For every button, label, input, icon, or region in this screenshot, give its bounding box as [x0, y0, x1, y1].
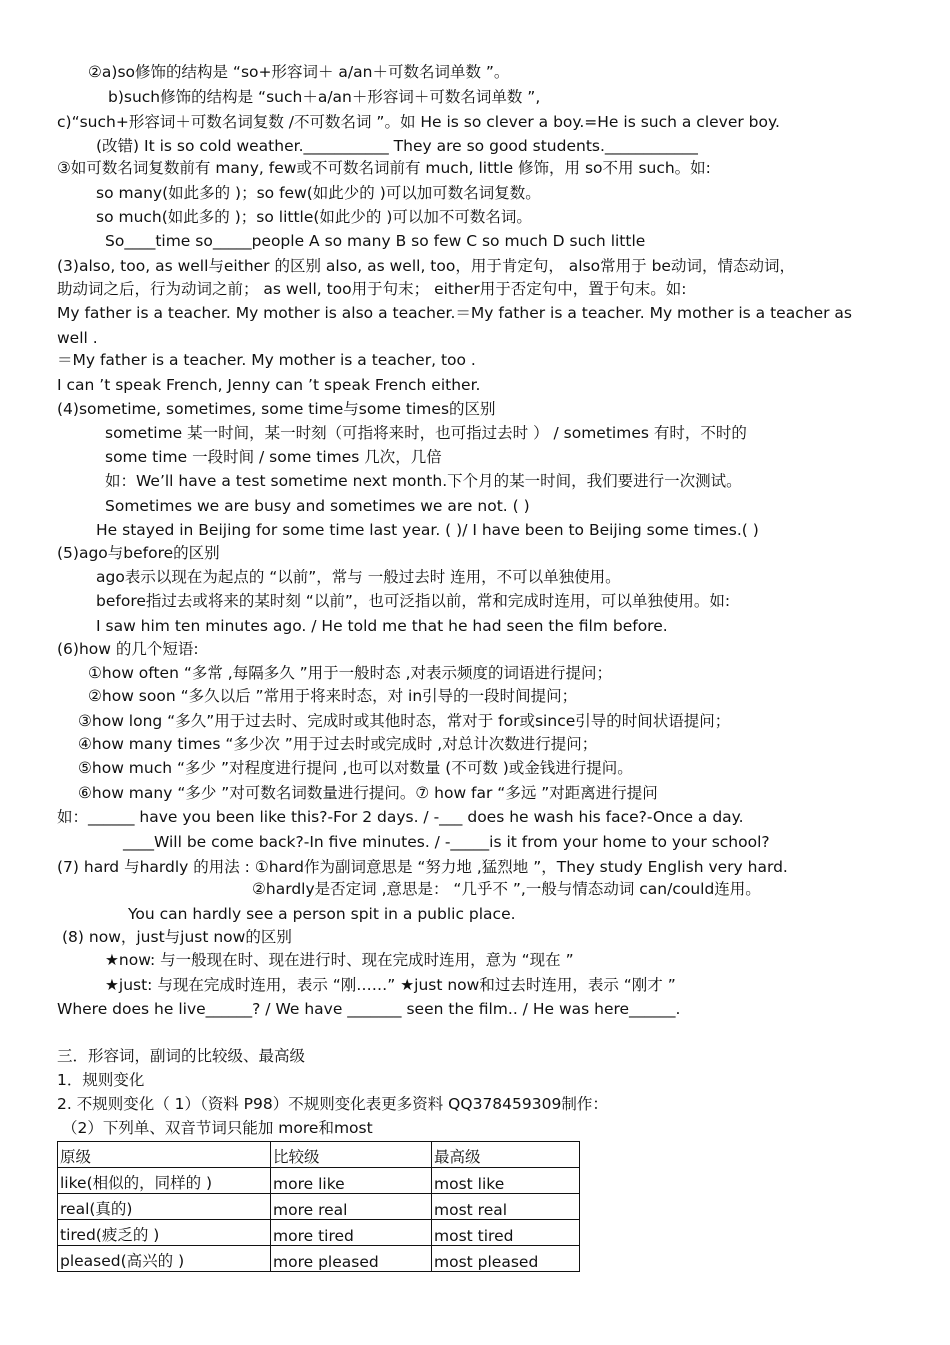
section-heading: (8) now，just与just now的区别	[62, 928, 292, 946]
text-line: well .	[57, 329, 98, 347]
chapter-heading: 三．形容词，副词的比较级、最高级	[57, 1047, 306, 1065]
table-cell: most pleased	[432, 1246, 580, 1272]
text-line: so many(如此多的 )；so few(如此少的 )可以加可数名词复数。	[96, 184, 541, 202]
table-cell: like(相似的，同样的 )	[58, 1168, 271, 1194]
table-row	[58, 1194, 580, 1220]
text-line: ★just: 与现在完成时连用，表示 “刚……” ★just now和过去时连用，表示 “刚才 ”	[105, 976, 676, 994]
text-line: so much(如此多的 )；so little(如此少的 )可以加不可数名词。	[96, 208, 532, 226]
table-cell: real(真的)	[58, 1194, 271, 1220]
text-line: ④how many times “多少次 ”用于过去时或完成时 ,对总计次数进行提问；	[78, 735, 598, 753]
text-line: c)“such+形容词＋可数名词复数 /不可数名词 ”。如 He is so clever a boy.=He is such a clever boy.	[57, 113, 780, 131]
text-line: So____time so_____people A so many B so few C so much D such little	[105, 232, 646, 250]
text-line: 助动词之后，行为动词之前； as well, too用于句末； either用于否定句中，置于句末。如:	[57, 280, 687, 298]
table-header-row	[58, 1142, 580, 1168]
text-line: You can hardly see a person spit in a public place.	[128, 905, 516, 923]
text-line: before指过去或将来的某时刻 “以前”，也可泛指以前，常和完成时连用，可以单独使用。如:	[96, 592, 731, 610]
text-line: ②hardly是否定词 ,意思是： “几乎不 ”,一般与情态动词 can/could连用。	[252, 880, 761, 898]
text-line: 如：______ have you been like this?-For 2 days. / -___ does he wash his face?-Once a day.	[57, 808, 744, 826]
text-line: My father is a teacher. My mother is also a teacher.＝My father is a teacher. My mother is a teacher as	[57, 304, 852, 322]
table-header-cell: 比较级	[271, 1142, 432, 1168]
section-heading: (5)ago与before的区别	[57, 544, 220, 562]
text-line: (改错) It is so cold weather.___________ They are so good students.____________	[96, 137, 698, 155]
table-cell: tired(疲乏的 )	[58, 1220, 271, 1246]
text-line: （2）下列单、双音节词只能加 more和most	[62, 1119, 373, 1137]
text-line: Where does he live______? / We have _______ seen the film.. / He was here______.	[57, 1000, 681, 1018]
text-line: ②how soon “多久以后 ”常用于将来时态，对 in引导的一段时间提问；	[88, 687, 578, 705]
table-header-cell: 原级	[58, 1142, 271, 1168]
text-line: He stayed in Beijing for some time last year. ( )/ I have been to Beijing some times.( )	[96, 521, 759, 539]
text-line: sometime 某一时间，某一时刻（可指将来时，也可指过去时 ） / sometimes 有时，不时的	[105, 424, 747, 442]
text-line: ⑤how much “多少 ”对程度进行提问 ,也可以对数量 (不可数 )或金钱进行提问。	[78, 759, 633, 777]
table-row	[58, 1168, 580, 1194]
text-line: I can ’t speak French, Jenny can ’t speak French either.	[57, 376, 481, 394]
text-line: (3)also, too, as well与either 的区别 also, as well, too，用于肯定句， also常用于 be动词，情态动词，	[57, 257, 795, 275]
text-line: ____Will be come back?-In five minutes. / -_____is it from your home to your school?	[123, 833, 770, 851]
section-heading: (4)sometime, sometimes, some time与some times的区别	[57, 400, 496, 418]
text-line: ③如可数名词复数前有 many, few或不可数名词前有 much, little 修饰，用 so不用 such。如:	[57, 159, 711, 177]
table-cell: more tired	[271, 1220, 432, 1246]
text-line: ①how often “多常 ,每隔多久 ”用于一般时态 ,对表示频度的词语进行提问；	[88, 664, 613, 682]
text-line: 2. 不规则变化（ 1）（资料 P98）不规则变化表更多资料 QQ378459309制作：	[57, 1095, 608, 1113]
text-line: some time 一段时间 / some times 几次，几倍	[105, 448, 442, 466]
text-line: 如：We’ll have a test sometime next month.下个月的某一时间，我们要进行一次测试。	[105, 472, 742, 490]
table-cell: pleased(高兴的 )	[58, 1246, 271, 1272]
text-line: ago表示以现在为起点的 “以前”，常与 一般过去时 连用，不可以单独使用。	[96, 568, 621, 586]
section-heading: (6)how 的几个短语:	[57, 640, 199, 658]
table-cell: most tired	[432, 1220, 580, 1246]
table-cell: most like	[432, 1168, 580, 1194]
text-line: b)such修饰的结构是 “such＋a/an＋形容词＋可数名词单数 ”,	[108, 88, 541, 106]
text-line: Sometimes we are busy and sometimes we are not. ( )	[105, 497, 530, 515]
table-cell: more pleased	[271, 1246, 432, 1272]
text-line: 1．规则变化	[57, 1071, 145, 1089]
text-line: I saw him ten minutes ago. / He told me that he had seen the film before.	[96, 617, 668, 635]
text-line: ③how long “多久”用于过去时、完成时或其他时态，常对于 for或since引导的时间状语提问；	[78, 712, 731, 730]
section-heading: (7) hard 与hardly 的用法 : ①hard作为副词意思是 “努力地 ,猛烈地 ”，They study English very hard.	[57, 858, 788, 876]
text-line: ★now: 与一般现在时、现在进行时、现在完成时连用，意为 “现在 ”	[105, 951, 574, 969]
table-cell: more real	[271, 1194, 432, 1220]
table-row	[58, 1220, 580, 1246]
comparison-table	[57, 1141, 580, 1272]
table-cell: more like	[271, 1168, 432, 1194]
text-line: ＝My father is a teacher. My mother is a teacher, too .	[57, 351, 476, 369]
table-cell: most real	[432, 1194, 580, 1220]
text-line: ②a)so修饰的结构是 “so+形容词＋ a/an＋可数名词单数 ”。	[88, 63, 510, 81]
text-line: ⑥how many “多少 ”对可数名词数量进行提问。⑦ how far “多远 ”对距离进行提问	[78, 784, 658, 802]
table-row	[58, 1246, 580, 1272]
table-header-cell: 最高级	[432, 1142, 580, 1168]
